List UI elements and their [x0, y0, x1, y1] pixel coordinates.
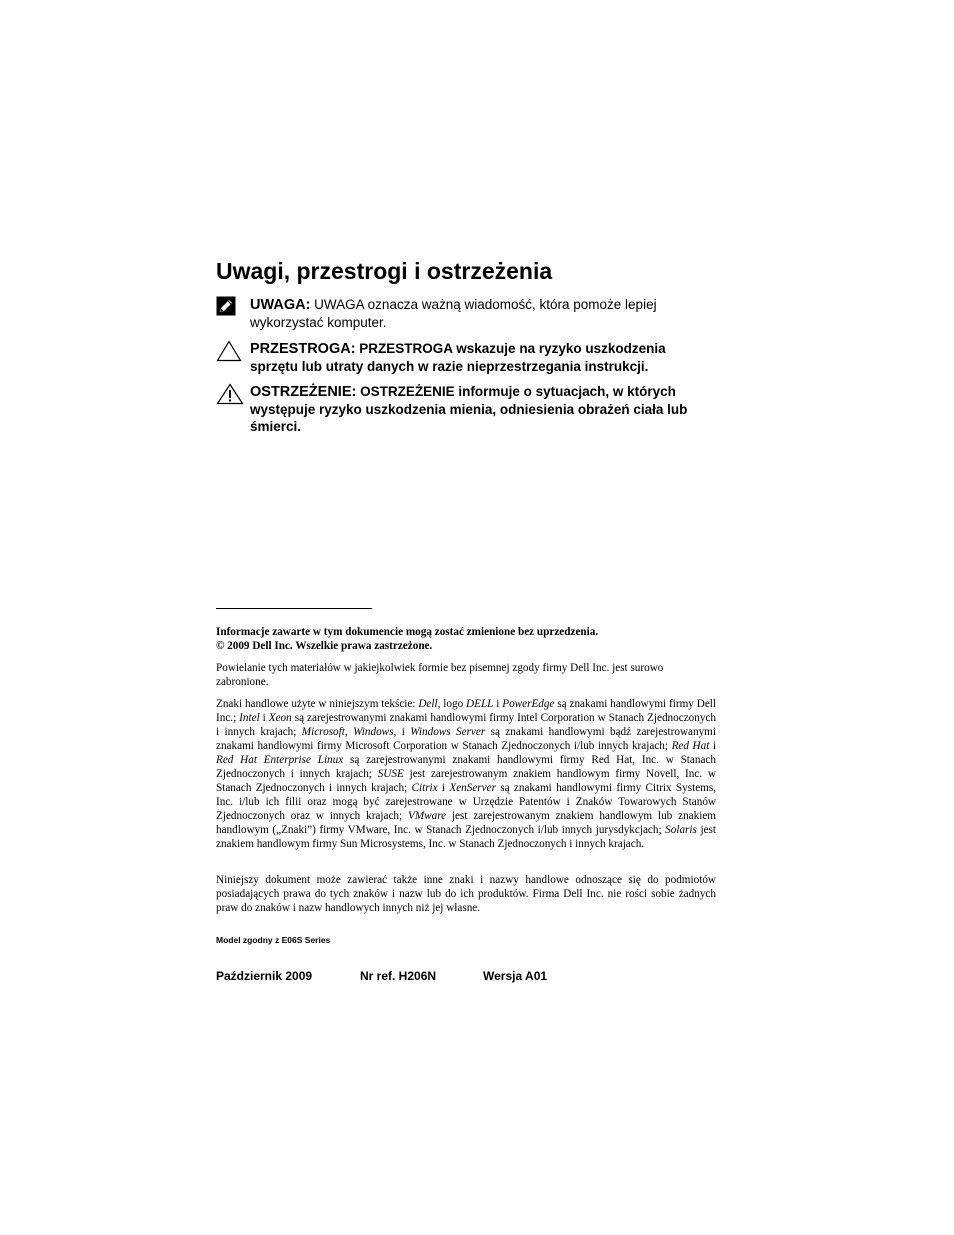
caution-label: PRZESTROGA:	[250, 341, 356, 357]
tm-name: Dell	[418, 698, 438, 710]
tm-text: i	[493, 698, 503, 710]
tm-name: VMware	[407, 810, 447, 822]
note-text	[250, 296, 710, 331]
tm-text: , logo	[437, 698, 467, 710]
caution-triangle-icon	[216, 340, 242, 367]
footer-reference: Nr ref. H206N	[360, 969, 437, 983]
tm-text: ,	[344, 726, 354, 738]
warning-body: OSTRZEŻENIE informuje o sytuacjach, w których występuje ryzyko uszkodzenia mienia, odniesienia obrażeń ciała lub śmierci.	[250, 384, 688, 434]
tm-name: XenServer	[449, 782, 496, 794]
tm-text: jest znakiem handlowym firmy Sun Microsystems, Inc. w Stanach Zjednoczonych i innych krajach.	[216, 824, 716, 850]
warning-triangle-exclamation-icon	[216, 383, 244, 410]
caution-text	[250, 340, 710, 375]
tm-text: są zarejestrowanymi znakami handlowymi firmy Intel Corporation w Stanach Zjednoczonych i innych krajach;	[216, 712, 717, 738]
note-block	[216, 296, 716, 336]
tm-text: i	[437, 782, 450, 794]
footer-date: Październik 2009	[216, 969, 313, 983]
tm-text: , i	[393, 726, 411, 738]
caution-block	[216, 340, 716, 380]
tm-text: są zarejestrowanymi znakami handlowymi firmy Red Hat, Inc. w Stanach Zjednoczonych i innych krajach;	[216, 754, 716, 780]
other-marks-paragraph: Niniejszy dokument może zawierać także inne znaki i nazwy handlowe odnoszące się do podmiotów posiadających prawa do tych znaków i nazw lub do ich produktów. Firma Dell Inc. nie rości sobie żadnych praw do znaków i nazw handlowych innych niż jej własne.	[216, 874, 716, 914]
trademarks-paragraph	[216, 697, 716, 851]
note-pencil-icon	[216, 296, 236, 321]
tm-text: są znakami handlowymi firmy Citrix Systems, Inc. i/lub ich filii oraz mogą być zarejestrowane w Urzędzie Patentów i Znaków Towarowych Stanów Zjednoczonych oraz w innych krajach;	[216, 782, 717, 822]
tm-text: jest zarejestrowanym znakiem handlowym lub znakiem handlowym („Znaki”) firmy VMware, Inc. w Stanach Zjednoczonych i/lub innych jurysdykcjach;	[216, 810, 717, 836]
model-label: Model zgodny z E06S Series	[216, 935, 331, 945]
tm-text: są znakami handlowymi firmy Dell Inc.;	[216, 698, 717, 724]
copyright-line: © 2009 Dell Inc. Wszelkie prawa zastrzeżone.	[216, 640, 433, 652]
tm-text: Znaki handlowe użyte w niniejszym tekście:	[216, 698, 419, 710]
tm-text: jest zarejestrowanym znakiem handlowym firmy Novell, Inc. w Stanach Zjednoczonych i innych krajach;	[216, 768, 716, 794]
tm-text: są znakami handlowymi bądź zarejestrowanymi znakami handlowymi firmy Microsoft Corporation w Stanach Zjednoczonych i/lub innych krajach;	[216, 726, 716, 752]
info-line: Informacje zawarte w tym dokumencie mogą zostać zmienione bez uprzedzenia.	[216, 626, 599, 638]
tm-name: Xeon	[268, 712, 292, 724]
tm-name: Solaris	[665, 824, 697, 836]
page-title: Uwagi, przestrogi i ostrzeżenia	[216, 258, 553, 284]
note-body: UWAGA oznacza ważną wiadomość, która pomoże lepiej wykorzystać komputer.	[250, 297, 657, 330]
caution-body: PRZESTROGA wskazuje na ryzyko uszkodzenia sprzętu lub utraty danych w razie nieprzestrzegania instrukcji.	[250, 341, 666, 374]
divider	[216, 608, 372, 609]
tm-name: Red Hat	[671, 740, 710, 752]
reproduction-paragraph: Powielanie tych materiałów w jakiejkolwiek formie bez pisemnej zgody firmy Dell Inc. jest surowo zabronione.	[216, 662, 664, 688]
warning-label: OSTRZEŻENIE:	[250, 384, 357, 400]
footer-version: Wersja A01	[483, 969, 548, 983]
legal-notice	[216, 625, 716, 653]
tm-name: Red Hat Enterprise Linux	[216, 754, 344, 766]
tm-name: Windows	[353, 726, 394, 738]
tm-name: SUSE	[377, 768, 404, 780]
tm-name: Intel	[239, 712, 260, 724]
tm-name: Microsoft	[301, 726, 345, 738]
warning-block	[216, 383, 716, 439]
tm-name: PowerEdge	[502, 698, 555, 710]
warning-text	[250, 383, 710, 435]
tm-name: Windows Server	[410, 726, 486, 738]
tm-text: i	[709, 740, 716, 752]
tm-name: Citrix	[411, 782, 438, 794]
tm-name: DELL	[466, 698, 494, 710]
note-label: UWAGA:	[250, 297, 311, 313]
tm-text: i	[259, 712, 269, 724]
